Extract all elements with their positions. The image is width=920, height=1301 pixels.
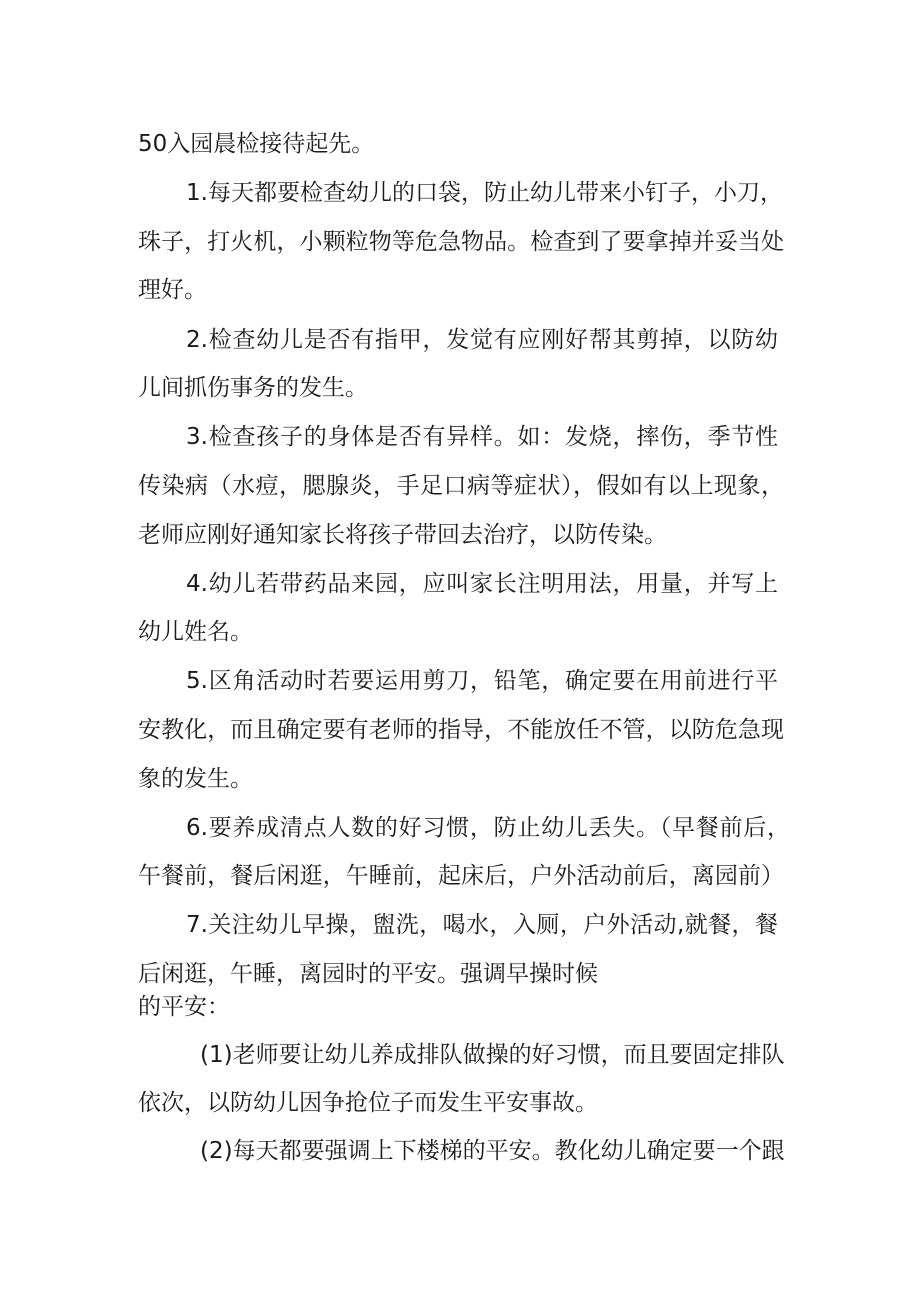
- heading-line: 50入园晨检接待起先。: [138, 131, 375, 157]
- paragraph-1-line-3: 理好。: [138, 277, 207, 303]
- paragraph-7-line-3: 的平安：: [138, 994, 230, 1020]
- paragraph-6-line-2: 午餐前，餐后闲逛，午睡前，起床后，户外活动前后，离园前）: [138, 863, 784, 889]
- paragraph-3-line-2: 传染病（水痘，腮腺炎，手足口病等症状），假如有以上现象，: [138, 473, 784, 499]
- paragraph-1-line-1: 1.每天都要检查幼儿的口袋，防止幼儿带来小钉子，小刀，: [186, 180, 783, 206]
- paragraph-7-line-1: 7.关注幼儿早操，盥洗，喝水，入厕，户外活动,就餐，餐: [186, 912, 778, 938]
- paragraph-2-line-2: 儿间抓伤事务的发生。: [138, 375, 368, 401]
- paragraph-4-line-2: 幼儿姓名。: [138, 619, 253, 645]
- paragraph-7-line-2: 后闲逛，午睡，离园时的平安。强调早操时候: [138, 961, 598, 987]
- paragraph-4-line-1: 4.幼儿若带药品来园，应叫家长注明用法，用量，并写上: [186, 571, 778, 597]
- subitem-1-line-1: (1)老师要让幼儿养成排队做操的好习惯，而且要固定排队: [200, 1042, 785, 1068]
- paragraph-6-line-1: 6.要养成清点人数的好习惯，防止幼儿丢失。（早餐前后，: [186, 815, 790, 841]
- paragraph-5-line-2: 安教化，而且确定要有老师的指导，不能放任不管，以防危急现: [138, 717, 784, 743]
- subitem-1-line-2: 依次，以防幼儿因争抢位子而发生平安事故。: [138, 1090, 598, 1116]
- paragraph-1-line-2: 珠子，打火机，小颗粒物等危急物品。检查到了要拿掉并妥当处: [138, 229, 784, 255]
- paragraph-5-line-3: 象的发生。: [138, 766, 253, 792]
- paragraph-2-line-1: 2.检查幼儿是否有指甲，发觉有应刚好帮其剪掉，以防幼: [186, 327, 778, 353]
- paragraph-5-line-1: 5.区角活动时若要运用剪刀，铅笔，确定要在用前进行平: [186, 668, 778, 694]
- subitem-2-line-1: (2)每天都要强调上下楼梯的平安。教化幼儿确定要一个跟: [200, 1138, 785, 1164]
- paragraph-3-line-3: 老师应刚好通知家长将孩子带回去治疗，以防传染。: [138, 522, 667, 548]
- paragraph-3-line-1: 3.检查孩子的身体是否有异样。如：发烧，摔伤，季节性: [186, 424, 778, 450]
